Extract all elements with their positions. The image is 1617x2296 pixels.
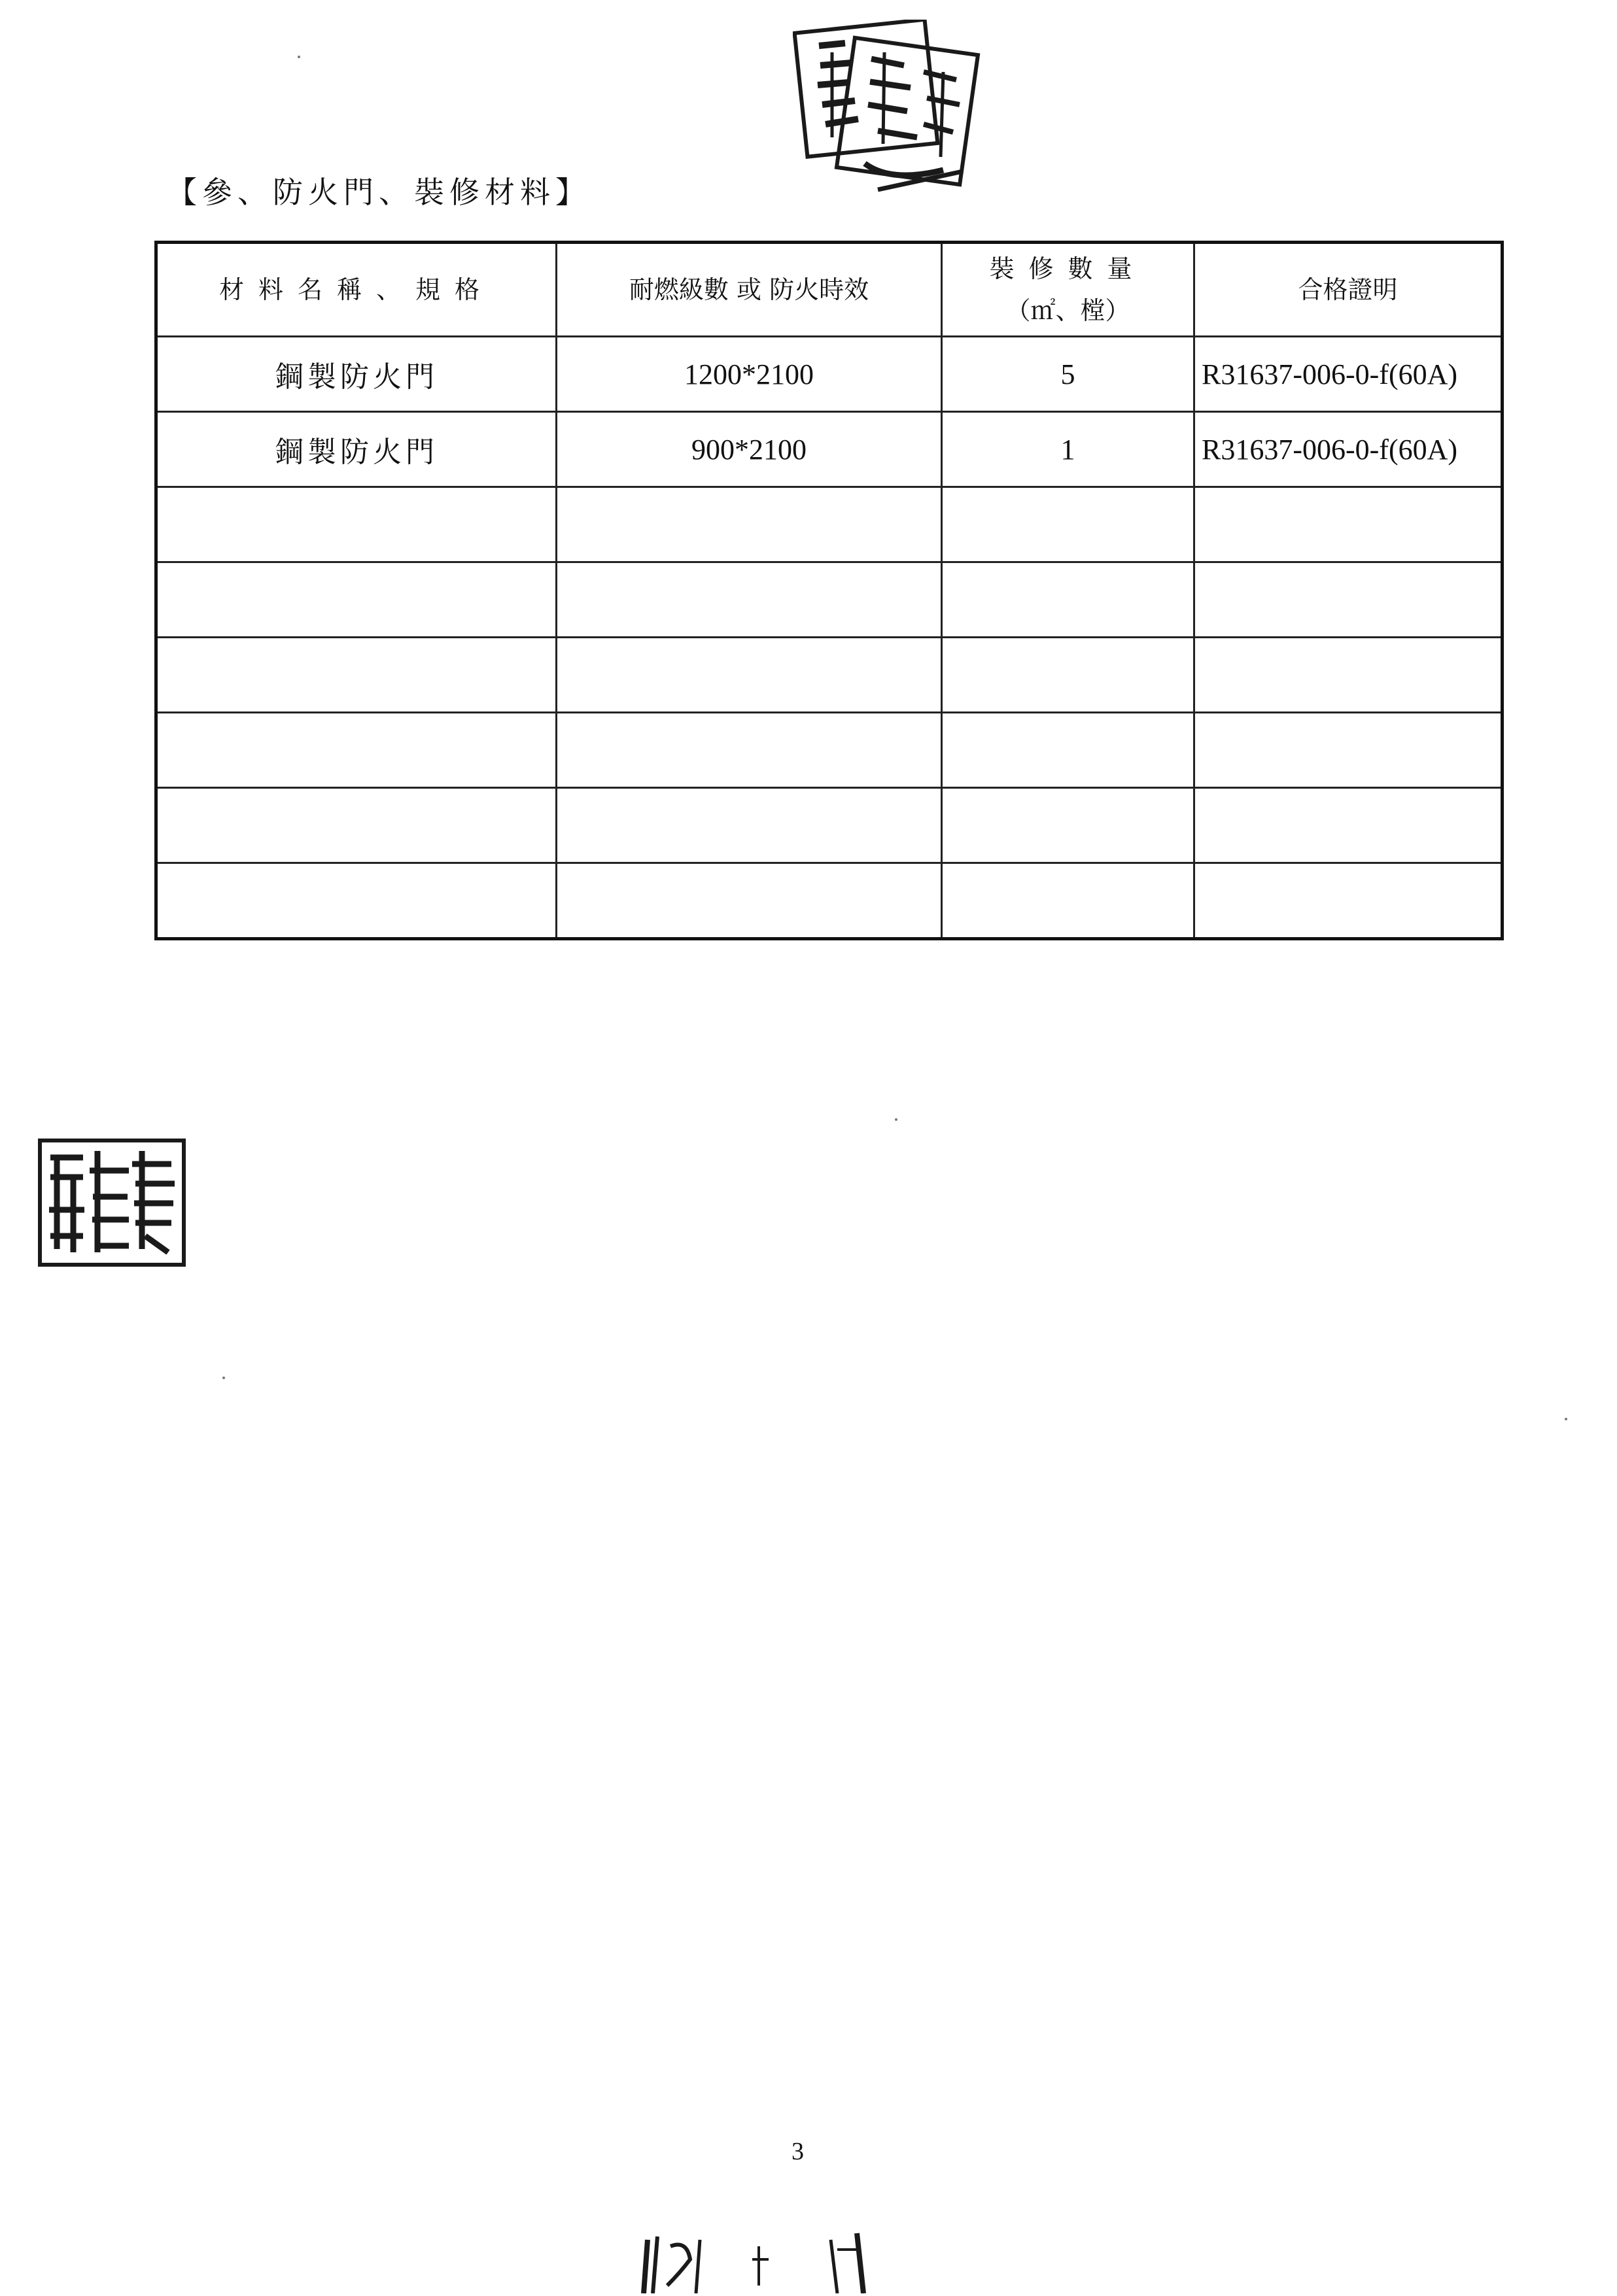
left-seal-stamp [37,1138,186,1267]
materials-table [154,241,1504,940]
cell-fire-rating [557,562,942,638]
cell-fire-rating: 1200*2100 [557,337,942,412]
cell-certificate [1194,713,1503,788]
cell-fire-rating [557,487,942,562]
cell-quantity [942,863,1194,939]
scan-speck [222,1377,225,1379]
cell-certificate [1194,562,1503,638]
cell-quantity [942,788,1194,863]
header-quantity-line1: 裝修數量 [989,254,1147,283]
header-quantity-line2: （㎡、樘） [1005,296,1130,325]
table-row [156,713,1503,788]
cell-material-name: 鋼製防火門 [156,412,557,487]
scan-speck [895,1118,897,1121]
cell-fire-rating [557,713,942,788]
cell-quantity [942,638,1194,713]
header-quantity [942,243,1194,337]
cell-material-name [156,713,557,788]
cell-fire-rating [557,863,942,939]
cell-material-name [156,638,557,713]
cell-material-name [156,487,557,562]
cell-quantity [942,487,1194,562]
cell-certificate [1194,638,1503,713]
page-number: 3 [791,2138,804,2165]
table-row [156,337,1503,412]
cell-material-name [156,788,557,863]
cell-certificate [1194,487,1503,562]
cell-certificate [1194,863,1503,939]
bottom-page-mark-stamp [641,2220,890,2293]
table-row [156,487,1503,562]
cell-material-name [156,562,557,638]
cell-certificate [1194,788,1503,863]
scan-speck [298,56,300,58]
cell-quantity [942,562,1194,638]
table-row [156,863,1503,939]
cell-fire-rating [557,638,942,713]
table-header-row [156,243,1503,337]
table-row [156,412,1503,487]
header-fire-rating: 耐燃級數 或 防火時效 [557,243,942,337]
header-certificate: 合格證明 [1194,243,1503,337]
table-row [156,788,1503,863]
cell-material-name: 鋼製防火門 [156,337,557,412]
cell-fire-rating: 900*2100 [557,412,942,487]
top-seal-stamp [793,20,989,209]
cell-certificate: R31637-006-0-f(60A) [1194,337,1503,412]
cell-fire-rating [557,788,942,863]
cell-certificate: R31637-006-0-f(60A) [1194,412,1503,487]
cell-material-name [156,863,557,939]
scan-speck [1565,1418,1567,1420]
section-title: 【參、防火門、裝修材料】 [167,175,591,210]
header-material-name: 材料名稱、規格 [156,243,557,337]
cell-quantity [942,713,1194,788]
table-row [156,562,1503,638]
table-row [156,638,1503,713]
cell-quantity: 1 [942,412,1194,487]
cell-quantity: 5 [942,337,1194,412]
